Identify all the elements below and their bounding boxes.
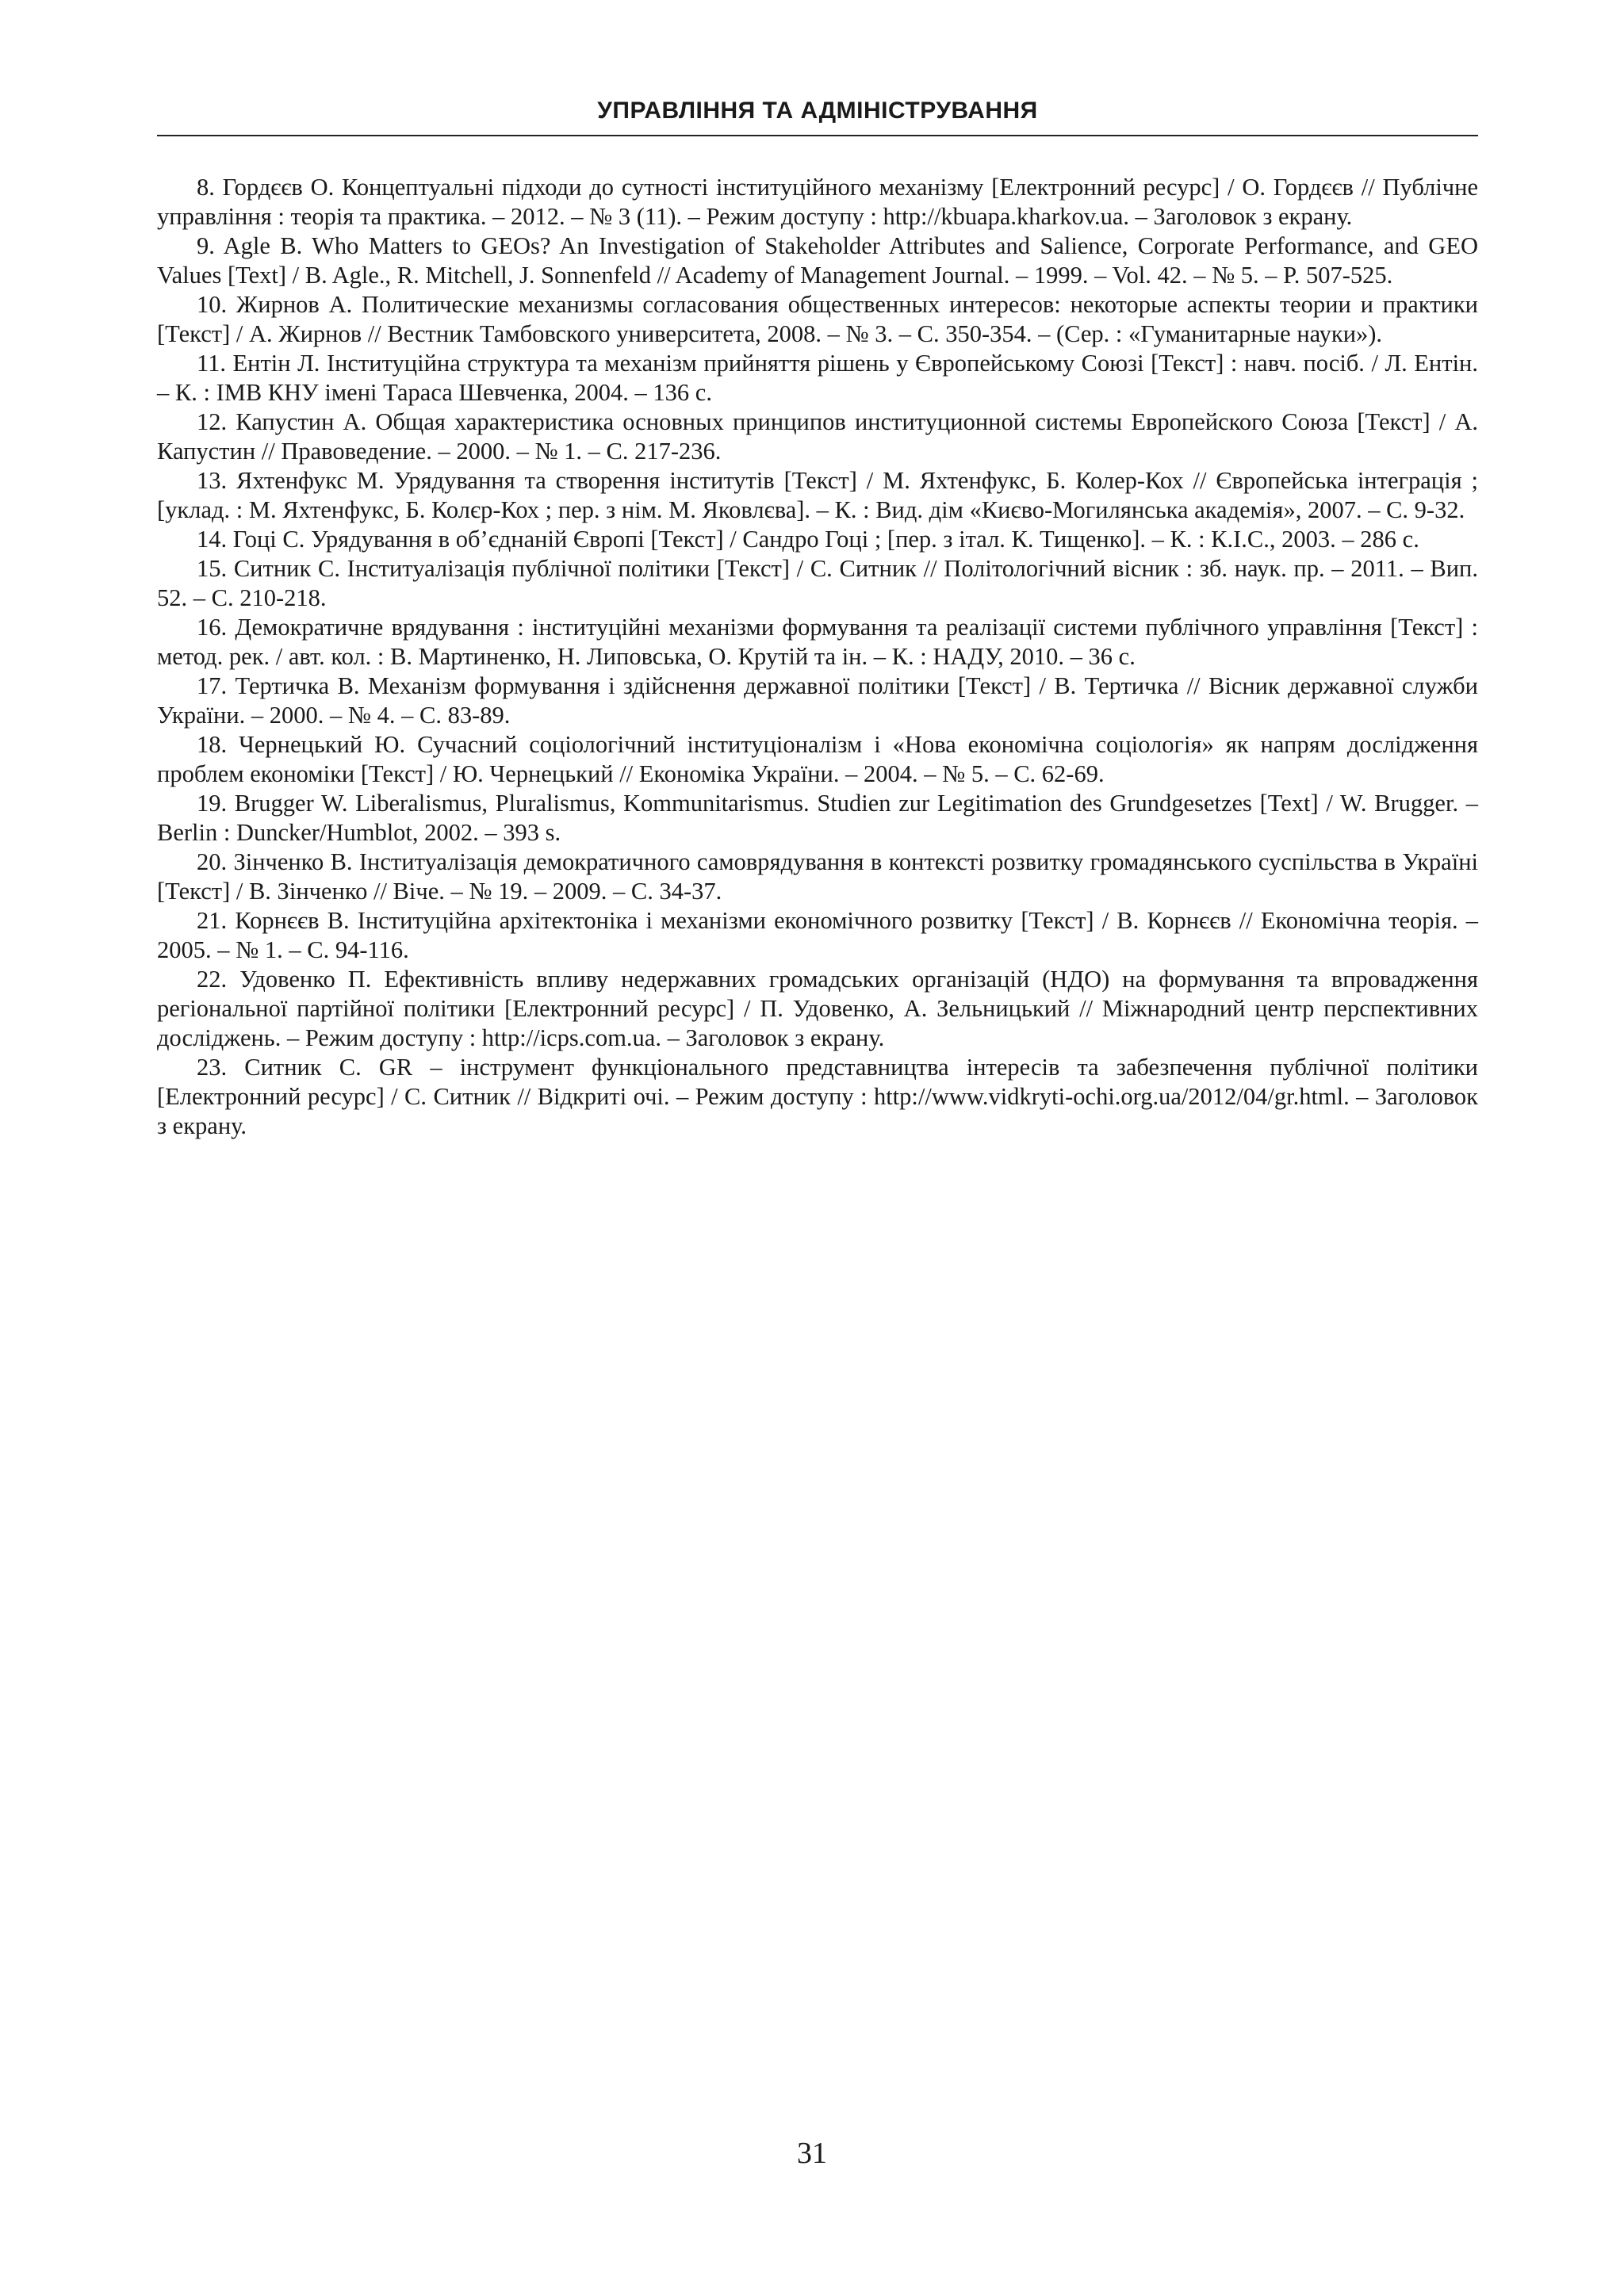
reference-item-21: 21. Корнєєв В. Інституційна архітектоніка і механізми економічного розвитку [Текст] / В. Корнєєв // Економічна теорія. – 2005. – № 1. – С. 94-116. [157, 907, 1478, 963]
reference-item-19: 19. Brugger W. Liberalismus, Pluralismus, Kommunitarismus. Studien zur Legitimation des Grundgesetzes [Text] / W. Brugger. – Berlin : Duncker/Humblot, 2002. – 393 s. [157, 790, 1478, 846]
reference-item-18: 18. Чернецький Ю. Сучасний соціологічний інституціоналізм і «Нова економічна соціологія» як напрям дослідження проблем економіки [Текст] / Ю. Чернецький // Економіка України. – 2004. – № 5. – С. 62-69. [157, 731, 1478, 787]
page-number: 31 [797, 2137, 827, 2170]
reference-item-22: 22. Удовенко П. Ефективність впливу недержавних громадських організацій (НДО) на формування та впровадження регіональної партійної політики [Електронний ресурс] / П. Удовенко, А. Зельницький // Міжнародний центр перспективних досліджень. – Режим доступу : http://icps.com.ua. – Заголовок з екрану. [157, 966, 1478, 1051]
reference-item-9: 9. Agle B. Who Matters to GEOs? An Investigation of Stakeholder Attributes and Salience, Corporate Performance, and GEO Values [Text] / B. Agle., R. Mitchell, J. Sonnenfeld // Academy of Management Journal. – 1999. – Vol. 42. – № 5. – P. 507-525. [157, 232, 1478, 289]
reference-item-17: 17. Тертичка В. Механізм формування і здійснення державної політики [Текст] / В. Тертичка // Вісник державної служби України. – 2000. – № 4. – С. 83-89. [157, 672, 1478, 729]
reference-item-13: 13. Яхтенфукс М. Урядування та створення інститутів [Текст] / М. Яхтенфукс, Б. Колер-Кох // Європейська інтеграція ; [уклад. : М. Яхтенфукс, Б. Колєр-Кох ; пер. з нім. М. Яковлєва]. – К. : Вид. дім «Києво-Могилянська академія», 2007. – С. 9-32. [157, 467, 1478, 523]
reference-item-16: 16. Демократичне врядування : інституційні механізми формування та реалізації системи публічного управління [Текст] : метод. рек. / авт. кол. : В. Мартиненко, Н. Липовська, О. Крутій та ін. – К. : НАДУ, 2010. – 36 с. [157, 614, 1478, 670]
reference-item-20: 20. Зінченко В. Інституалізація демократичного самоврядування в контексті розвитку громадянського суспільства в Україні [Текст] / В. Зінченко // Віче. – № 19. – 2009. – С. 34-37. [157, 848, 1478, 905]
reference-item-12: 12. Капустин А. Общая характеристика основных принципов институционной системы Европейского Союза [Текст] / А. Капустин // Правоведение. – 2000. – № 1. – С. 217-236. [157, 408, 1478, 465]
reference-list [157, 173, 1478, 1141]
running-head: УПРАВЛІННЯ ТА АДМІНІСТРУВАННЯ [597, 98, 1038, 124]
reference-item-10: 10. Жирнов А. Политические механизмы согласования общественных интересов: некоторые аспекты теории и практики [Текст] / А. Жирнов // Вестник Тамбовского университета, 2008. – № 3. – С. 350-354. – (Сер. : «Гуманитарные науки»). [157, 291, 1478, 347]
reference-item-23: 23. Ситник С. GR – інструмент функціонального представництва інтересів та забезпечення публічної політики [Електронний ресурс] / С. Ситник // Відкриті очі. – Режим доступу : http://www.vidkryti-ochi.org.ua/2012/04/gr.html. – Заголовок з екрану. [157, 1054, 1478, 1139]
header-rule [157, 135, 1478, 136]
reference-item-15: 15. Ситник С. Інституалізація публічної політики [Текст] / С. Ситник // Політологічний вісник : зб. наук. пр. – 2011. – Вип. 52. – С. 210-218. [157, 555, 1478, 611]
reference-item-11: 11. Ентін Л. Інституційна структура та механізм прийняття рішень у Європейському Союзі [Текст] : навч. посіб. / Л. Ентін. – К. : ІМВ КНУ імені Тараса Шевченка, 2004. – 136 с. [157, 350, 1478, 406]
reference-item-8: 8. Гордєєв О. Концептуальні підходи до сутності інституційного механізму [Електронний ресурс] / О. Гордєєв // Публічне управління : теорія та практика. – 2012. – № 3 (11). – Режим доступу : http://kbuapa.kharkov.ua. – Заголовок з екрану. [157, 174, 1478, 230]
reference-item-14: 14. Гоці С. Урядування в об’єднаній Європі [Текст] / Сандро Гоці ; [пер. з італ. К. Тищенко]. – К. : К.І.С., 2003. – 286 с. [197, 526, 1419, 553]
